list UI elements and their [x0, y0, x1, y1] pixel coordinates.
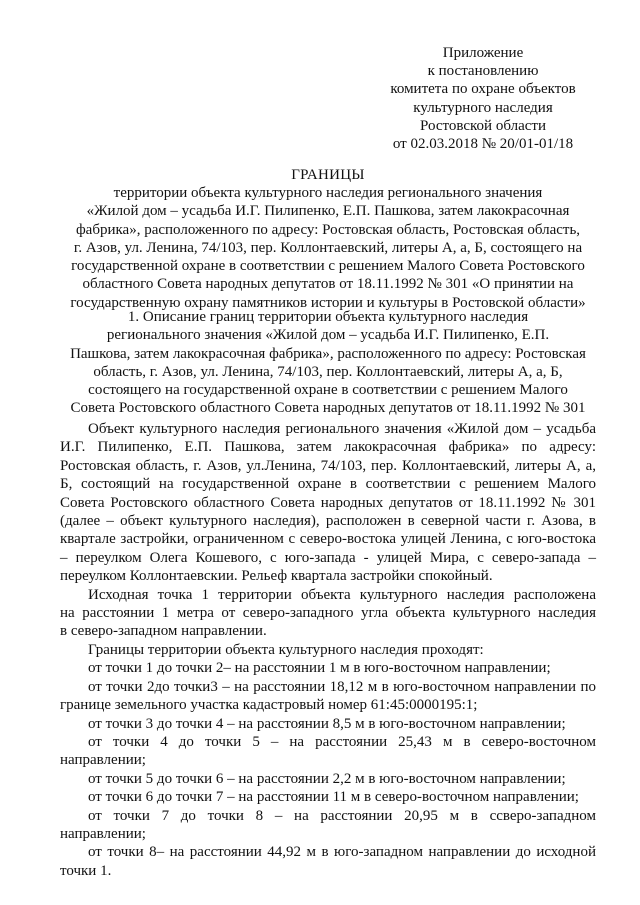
point-line: от точки 1 до точки 2– на расстоянии 1 м в юго-восточном направлении; [88, 660, 551, 677]
point-line: от точки 8– на расстоянии 44,92 м в юго-западном направлении до исходной [88, 844, 596, 861]
appendix-line: от 02.03.2018 № 20/01-01/18 [392, 136, 574, 153]
point-line: от точки 4 до точки 5 – на расстоянии 25,43 м в северо-восточном [88, 733, 596, 750]
section-heading [60, 308, 596, 418]
point-line: от точки 2до точки3 – на расстоянии 18,12 м в юго-восточном направлении по [88, 678, 596, 695]
body-line: Границы территории объекта культурного наследия проходят: [88, 641, 484, 658]
subtitle-line: «Жилой дом – усадьба И.Г. Пилипенко, Е.П. Пашкова, затем лакокрасочная [86, 203, 570, 220]
body-line: – переулком Олега Кошевого, с юго-запада - улицей Мира, с северо-запада – [60, 549, 596, 566]
body-line: (далее – объект культурного наследия), расположен в северной части г. Азова, в [60, 513, 596, 530]
point-line: направлении; [60, 825, 146, 842]
appendix-line: Ростовской области [420, 117, 546, 134]
point-line: от точки 5 до точки 6 – на расстоянии 2,2 м в юго-восточном направлении; [88, 770, 566, 787]
point-line: от точки 7 до точки 8 – на расстоянии 20,95 м в ссверо-западном [88, 807, 596, 824]
section-line: Совета Ростовского областного Совета народных депутатов от 18.11.1992 № 301 [70, 400, 586, 417]
point-line: границе земельного участка кадастровый номер 61:45:0000195:1; [60, 697, 478, 714]
document-subtitle [60, 184, 596, 312]
body-line: переулком Коллонтаевскии. Рельеф квартала застройки спокойный. [60, 568, 493, 585]
appendix-line: культурного наследия [413, 99, 553, 116]
appendix-line: Приложение [442, 45, 524, 61]
section-line: 1. Описание границ территории объекта культурного наследия [127, 309, 529, 325]
body-line: Исходная точка 1 территории объекта культурного наследия расположена [88, 586, 596, 603]
body-text [60, 420, 596, 880]
section-line: состоящего на государственной охране в соответствии с решением Малого [88, 382, 568, 399]
appendix-line: комитета по охране объектов [390, 81, 576, 98]
point-line: от точки 3 до точки 4 – на расстоянии 8,5 м в юго-восточном направлении; [88, 715, 566, 732]
point-line: от точки 6 до точки 7 – на расстоянии 11 м в северо-восточном направлении; [88, 789, 579, 806]
body-line: Совета Ростовского областного Совета народных депутатов от 18.11.1992 № 301 [60, 494, 596, 511]
point-line: направлении; [60, 752, 146, 769]
subtitle-line: государственной охране в соответствии с решением Малого Совета Ростовского [71, 258, 585, 275]
subtitle-line: территории объекта культурного наследия регионального значения [113, 185, 543, 201]
appendix-block [378, 44, 588, 153]
appendix-line: к постановлению [427, 63, 539, 80]
body-line: квартале застройки, ограниченном с северо-востока улицей Ленина, с юго-востока [60, 531, 596, 548]
body-line: в северо-западном направлении. [60, 623, 267, 640]
body-line: на расстоянии 1 метра от северо-западного угла объекта культурного наследия [60, 605, 596, 622]
subtitle-line: областного Совета народных депутатов от 18.11.1992 № 301 «О принятии на [82, 276, 574, 293]
section-line: область, г. Азов, ул. Ленина, 74/103, пер. Коллонтаевский, литеры А, а, Б, [93, 363, 563, 380]
body-line: Объект культурного наследия регионального значения «Жилой дом – усадьба [88, 421, 596, 437]
body-line: И.Г. Пилипенко, Е.П. Пашкова, затем лакокрасочная фабрика» по адресу: [60, 439, 596, 456]
body-line: Ростовская область, г. Азов, ул.Ленина, 74/103, пер. Коллонтаевский, литеры А, а, [60, 457, 596, 474]
body-line: Б, состоящий на государственной охране в соответствии с решением Малого [60, 476, 596, 493]
section-line: регионального значения «Жилой дом – усадьба И.Г. Пилипенко, Е.П. [106, 327, 550, 344]
subtitle-line: фабрика», расположенного по адресу: Ростовская область, Ростовская область, [75, 221, 581, 238]
point-line: точки 1. [60, 862, 112, 879]
subtitle-line: г. Азов, ул. Ленина, 74/103, пер. Коллонтаевский, литеры А, а, Б, состоящего на [73, 239, 583, 256]
subtitle-line: государственную охрану памятников истории и культуры в Ростовской области» [70, 294, 586, 311]
document-title: ГРАНИЦЫ [291, 167, 365, 183]
section-line: Пашкова, затем лакокрасочная фабрика», расположенного по адресу: Ростовская [70, 345, 586, 362]
